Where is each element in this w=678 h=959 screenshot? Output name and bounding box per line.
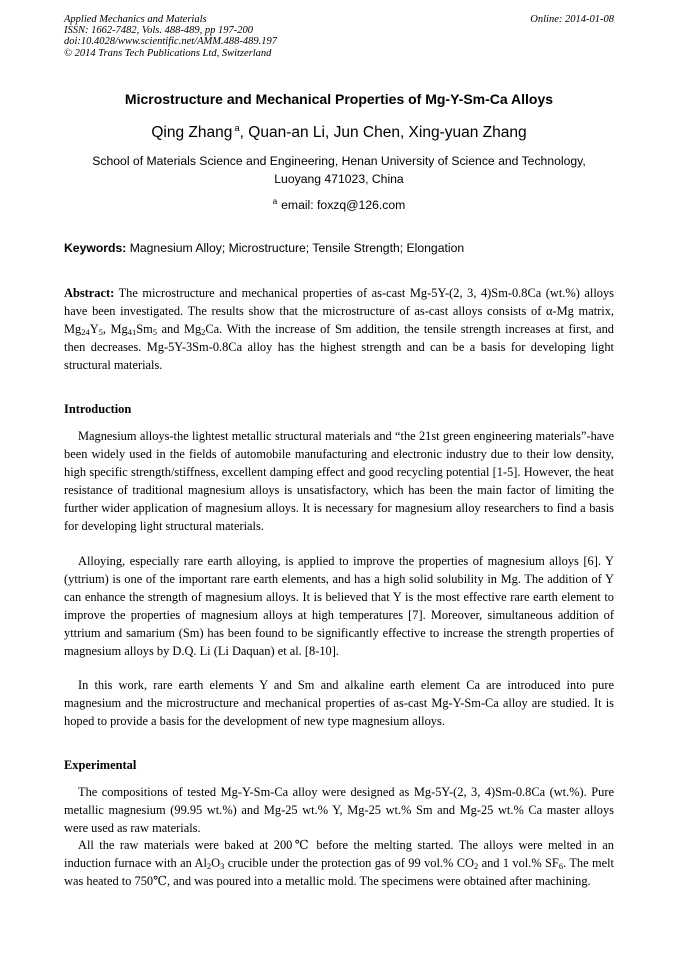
copyright-line: © 2014 Trans Tech Publications Ltd, Switzerland bbox=[64, 47, 272, 59]
subscript: 5 bbox=[152, 326, 158, 337]
first-author: Qing Zhang bbox=[151, 124, 233, 141]
online-date: Online: 2014-01-08 bbox=[530, 14, 614, 25]
experimental-text: crucible under the protection gas of 99 vol.% CO bbox=[224, 855, 474, 870]
abstract bbox=[64, 285, 614, 375]
author-affiliation-mark: a bbox=[234, 123, 240, 134]
introduction-paragraph: Alloying, especially rare earth alloying, is applied to improve the properties of magnesium alloys [6]. Y (yttrium) is one of the important rare earth elements, and has a high solid solubility in Mg. The addition of Y can enhance the strength of magnesium alloys. It is believed that Y is the most effective rare earth element to improve the properties of magnesium alloys at high temperatures [7]. Moreover, simultaneous addition of yttrium and samarium (Sm) has been found to be significantly effective to increase the strength properties of magnesium alloys by D.Q. Li (Li Daquan) et al. [8-10]. bbox=[64, 554, 614, 658]
abstract-text: Sm bbox=[136, 321, 153, 336]
subscript: 6 bbox=[558, 860, 564, 871]
subscript: 2 bbox=[473, 860, 479, 871]
keywords-label: Keywords: bbox=[64, 241, 127, 255]
experimental-paragraph: The compositions of tested Mg-Y-Sm-Ca alloy were designed as Mg-5Y-(2, 3, 4)Sm-0.8Ca (wt.%). Pure metallic magnesium (99.95 wt.%) and Mg-25 wt.% Y, Mg-25 wt.% Sm and Mg-25 wt.% Ca master alloys were used as raw materials. bbox=[64, 785, 614, 835]
keywords bbox=[64, 241, 616, 255]
issn-line: ISSN: 1662-7482, Vols. 488-489, pp 197-200 bbox=[64, 25, 253, 37]
experimental-paragraph bbox=[64, 837, 614, 891]
abstract-text: Y bbox=[89, 321, 99, 336]
subscript: 2 bbox=[201, 326, 206, 337]
abstract-text: Ca. With the increase of Sm addition, the tensile strength increases at first, and then decreases. Mg-5Y-3Sm-0.8Ca alloy has the highest strength and can be a basis for developing light structural materials. bbox=[64, 321, 614, 372]
doi-line: doi:10.4028/www.scientific.net/AMM.488-489.197 bbox=[64, 36, 277, 48]
affiliation-line: Luoyang 471023, China bbox=[274, 171, 404, 186]
introduction-paragraph: In this work, rare earth elements Y and Sm and alkaline earth element Ca are introduced into pure magnesium and the microstructure and mechanical properties of as-cast Mg-Y-Sm-Ca alloy are studied. It is hoped to provide a basis for the development of new type magnesium alloys. bbox=[64, 678, 614, 728]
other-authors: , Quan-an Li, Jun Chen, Xing-yuan Zhang bbox=[239, 124, 527, 141]
abstract-label: Abstract: bbox=[64, 286, 115, 300]
subscript: 5 bbox=[98, 326, 103, 337]
abstract-text: The microstructure and mechanical properties of as-cast Mg-5Y-(2, 3, 4)Sm-0.8Ca (wt.%) alloys have been investigated. The results show that the microstructure of as-cast alloys consists of α-Mg matrix, Mg bbox=[64, 286, 614, 336]
introduction-paragraph: Magnesium alloys-the lightest metallic structural materials and “the 21st green engineering materials”-have been widely used in the fields of automobile manufacturing and electronic industry due to their low density, high specific strength/stiffness, excellent damping effect and good recycling potential [1-5]. However, the heat resistance of traditional magnesium alloys is unsatisfactory, which has been the main factor of limiting the further wider application of magnesium alloys. It is necessary for magnesium alloy researchers to find a basis for developing light structural materials. bbox=[64, 429, 614, 533]
experimental-text: O bbox=[211, 855, 221, 870]
paper-title: Microstructure and Mechanical Properties of Mg-Y-Sm-Ca Alloys bbox=[124, 91, 554, 107]
author-email bbox=[0, 198, 678, 212]
subscript: 3 bbox=[220, 860, 225, 871]
email-mark: a bbox=[272, 197, 278, 206]
affiliation-line: School of Materials Science and Engineering, Henan University of Science and Technology, bbox=[92, 154, 586, 168]
journal-metadata bbox=[64, 14, 277, 59]
section-heading-introduction: Introduction bbox=[64, 402, 132, 416]
subscript: 24 bbox=[81, 326, 90, 337]
subscript: 2 bbox=[206, 860, 212, 871]
keywords-text: Magnesium Alloy; Microstructure; Tensile Strength; Elongation bbox=[129, 241, 465, 255]
experimental-text: and 1 vol.% SF bbox=[478, 855, 559, 870]
section-heading-experimental: Experimental bbox=[64, 758, 137, 772]
author-list bbox=[0, 124, 678, 142]
abstract-text: and Mg bbox=[157, 321, 202, 336]
experimental-text: . The melt was heated to 750℃, and was poured into a metallic mold. The specimens were obtained after machining. bbox=[64, 855, 614, 888]
affiliation bbox=[0, 153, 678, 188]
abstract-text: , Mg bbox=[102, 321, 128, 336]
journal-name: Applied Mechanics and Materials bbox=[64, 14, 207, 25]
email-text: email: foxzq@126.com bbox=[281, 198, 406, 212]
experimental-text: All the raw materials were baked at 200℃ before the melting started. The alloys were melted in an induction furnace with an Al bbox=[64, 838, 614, 870]
subscript: 41 bbox=[127, 326, 137, 337]
